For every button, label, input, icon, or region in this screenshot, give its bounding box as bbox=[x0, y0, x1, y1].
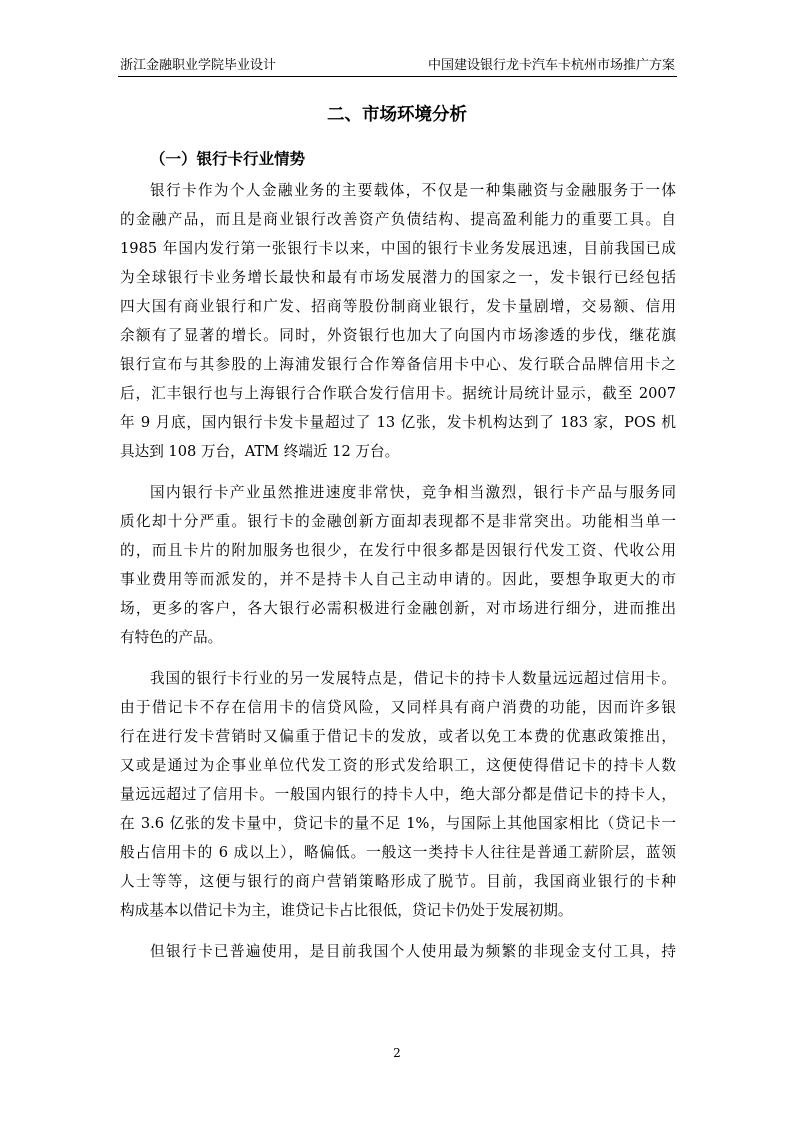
text-line: 我国的银行卡行业的另一发展特点是，借记卡的持卡人数量远远超过信用卡。 bbox=[150, 670, 676, 687]
paragraph bbox=[120, 937, 676, 966]
text-line: 由于借记卡不存在信用卡的信贷风险，又同样具有商户消费的功能，因而许多银 bbox=[120, 699, 676, 716]
paragraph bbox=[120, 176, 676, 466]
text-line: 为全球银行卡业务增长最快和最有市场发展潜力的国家之一，发卡银行已经包括 bbox=[120, 269, 676, 286]
text-line: 银行卡作为个人金融业务的主要载体，不仅是一种集融资与金融服务于一体 bbox=[150, 182, 676, 199]
header-school-name: 浙江金融职业学院毕业设计 bbox=[120, 58, 277, 73]
text-line: 有特色的产品。 bbox=[120, 629, 223, 646]
body-text bbox=[120, 176, 676, 966]
text-line: 人士等等，这便与银行的商户营销策略形成了脱节。目前，我国商业银行的卡种 bbox=[120, 873, 676, 890]
text-line: 又或是通过为企事业单位代发工资的形式发给职工，这便使得借记卡的持卡人数 bbox=[120, 757, 676, 774]
text-line: 事业费用等而派发的，并不是持卡人自己主动申请的。因此，要想争取更大的市 bbox=[120, 571, 676, 588]
text-line: 量远远超过了信用卡。一般国内银行的持卡人中，绝大部分都是借记卡的持卡人， bbox=[120, 786, 676, 803]
text-line: 具达到 108 万台，ATM 终端近 12 万台。 bbox=[120, 443, 400, 460]
section-title: 二、市场环境分析 bbox=[327, 105, 467, 125]
page-number: 2 bbox=[393, 1046, 401, 1060]
text-line: 在 3.6 亿张的发卡量中，贷记卡的量不足 1%，与国际上其他国家相比（贷记卡一 bbox=[120, 815, 676, 832]
text-line: 构成基本以借记卡为主，谁贷记卡占比很低，贷记卡仍处于发展初期。 bbox=[120, 902, 573, 919]
subsection-title: （一）银行卡行业情势 bbox=[150, 150, 306, 168]
paragraph bbox=[120, 478, 676, 652]
text-line: 般占信用卡的 6 成以上），略偏低。一般这一类持卡人往往是普通工薪阶层，蓝领 bbox=[120, 844, 676, 861]
text-line: 四大国有商业银行和广发、招商等股份制商业银行，发卡量剧增，交易额、信用 bbox=[120, 298, 676, 315]
text-line: 的金融产品，而且是商业银行改善资产负债结构、提高盈利能力的重要工具。自 bbox=[120, 211, 676, 228]
header-document-title: 中国建设银行龙卡汽车卡杭州市场推广方案 bbox=[427, 58, 675, 73]
text-line: 场，更多的客户，各大银行必需积极进行金融创新，对市场进行细分，进而推出 bbox=[120, 600, 676, 617]
text-line: 年 9 月底，国内银行卡发卡量超过了 13 亿张，发卡机构达到了 183 家，POS 机 bbox=[120, 414, 676, 431]
paragraph bbox=[120, 664, 676, 925]
text-line: 余额有了显著的增长。同时，外资银行也加大了向国内市场渗透的步伐，继花旗 bbox=[120, 327, 676, 344]
text-line: 质化却十分严重。银行卡的金融创新方面却表现都不是非常突出。功能相当单一 bbox=[120, 513, 676, 530]
text-line: 国内银行卡产业虽然推进速度非常快，竞争相当激烈，银行卡产品与服务同 bbox=[150, 484, 676, 501]
text-line: 后，汇丰银行也与上海银行合作联合发行信用卡。据统计局统计显示，截至 2007 bbox=[120, 385, 676, 402]
text-line: 1985 年国内发行第一张银行卡以来，中国的银行卡业务发展迅速，目前我国已成 bbox=[120, 240, 676, 257]
text-line: 的，而且卡片的附加服务也很少，在发行中很多都是因银行代发工资、代收公用 bbox=[120, 542, 676, 559]
text-line: 行在进行发卡营销时又偏重于借记卡的发放，或者以免工本费的优惠政策推出， bbox=[120, 728, 676, 745]
page-header bbox=[118, 56, 677, 77]
text-line: 但银行卡已普遍使用，是目前我国个人使用最为频繁的非现金支付工具，持 bbox=[150, 943, 676, 960]
text-line: 银行宣布与其参股的上海浦发银行合作筹备信用卡中心、发行联合品牌信用卡之 bbox=[120, 356, 676, 373]
